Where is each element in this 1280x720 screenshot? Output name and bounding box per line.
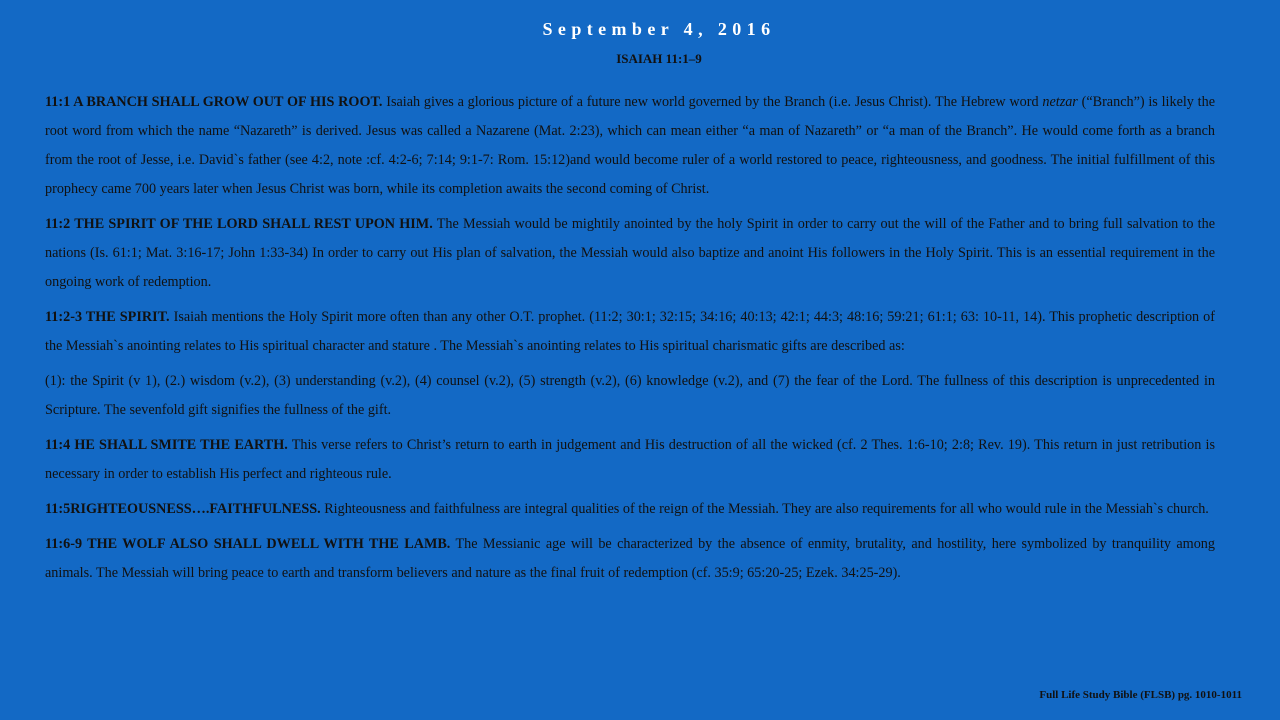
paragraph-heading: 11:2-3 THE SPIRIT.	[45, 309, 170, 325]
paragraph-heading: 11:2 THE SPIRIT OF THE LORD SHALL REST UPON HIM.	[45, 216, 433, 232]
paragraph-11-5	[45, 495, 1215, 524]
paragraph-11-4	[45, 431, 1215, 489]
paragraph-text: Righteousness and faithfulness are integral qualities of the reign of the Messiah. They are also requirements for all who would rule in the Messiah`s church.	[320, 501, 1209, 517]
paragraph-text: Isaiah mentions the Holy Spirit more often than any other O.T. prophet. (11:2; 30:1; 32:15; 34:16; 40:13; 42:1; 44:3; 48:16; 59:21; 61:1; 63: 10-11, 14). This prophetic description of the Messiah`s anointing relates to His spiritual character and stature . The Messiah`s anointing relates to His spiritual charismatic gifts are described as:	[45, 309, 1215, 354]
source-citation: Full Life Study Bible (FLSB) pg. 1010-1011	[1039, 689, 1242, 701]
commentary-body	[45, 88, 1215, 594]
paragraph-text: (1): the Spirit (v 1), (2.) wisdom (v.2), (3) understanding (v.2), (4) counsel (v.2), (5) strength (v.2), (6) knowledge (v.2), and (7) the fear of the Lord. The fullness of this description is unprecedented in Scripture. The sevenfold gift signifies the fullness of the gift.	[45, 373, 1215, 418]
paragraph-11-6-9	[45, 530, 1215, 588]
paragraph-heading: 11:5RIGHTEOUSNESS….FAITHFULNESS.	[45, 501, 321, 517]
scripture-reference: ISAIAH 11:1–9	[616, 51, 702, 66]
paragraph-text: The Messianic age will be characterized by the absence of enmity, brutality, and hostility, here symbolized by tranquility among animals. The Messiah will bring peace to earth and transform believers and nature as the final fruit of redemption (cf. 35:9; 65:20-25; Ezek. 34:25-29).	[45, 536, 1215, 581]
paragraph-gifts-list	[45, 367, 1215, 425]
slide-date-title: September 4, 2016	[542, 19, 776, 39]
paragraph-11-1	[45, 88, 1215, 204]
paragraph-text: (“Branch”) is likely the root word from which the name “Nazareth” is derived. Jesus was called a Nazarene (Mat. 2:23), which can mean either “a man of Nazareth” or “a man of the Branch”. He would come forth as a branch from the root of Jesse, i.e. David`s father (see 4:2, note :cf. 4:2-6; 7:14; 9:1-7: Rom. 15:12)and would become ruler of a world restored to peace, righteousness, and goodness. The initial fulfillment of this prophecy came 700 years later when Jesus Christ was born, while its completion awaits the second coming of Christ.	[45, 94, 1216, 197]
paragraph-text: The Messiah would be mightily anointed by the holy Spirit in order to carry out the will of the Father and to bring full salvation to the nations (Is. 61:1; Mat. 3:16-17; John 1:33-34) In order to carry out His plan of salvation, the Messiah would also baptize and anoint His followers in the Holy Spirit. This is an essential requirement in the ongoing work of redemption.	[45, 216, 1215, 290]
paragraph-text: This verse refers to Christ’s return to earth in judgement and His destruction of all the wicked (cf. 2 Thes. 1:6-10; 2:8; Rev. 19). This return in just retribution is necessary in order to establish His perfect and righteous rule.	[45, 437, 1216, 482]
paragraph-11-2	[45, 210, 1215, 297]
paragraph-11-2-3	[45, 303, 1215, 361]
paragraph-heading: 11:4 HE SHALL SMITE THE EARTH.	[45, 437, 288, 453]
paragraph-heading: 11:6-9 THE WOLF ALSO SHALL DWELL WITH THE LAMB.	[45, 536, 451, 552]
paragraph-heading: 11:1 A BRANCH SHALL GROW OUT OF HIS ROOT.	[45, 94, 383, 110]
hebrew-word: netzar	[1042, 94, 1078, 110]
paragraph-text: Isaiah gives a glorious picture of a future new world governed by the Branch (i.e. Jesus Christ). The Hebrew word	[382, 94, 1043, 110]
